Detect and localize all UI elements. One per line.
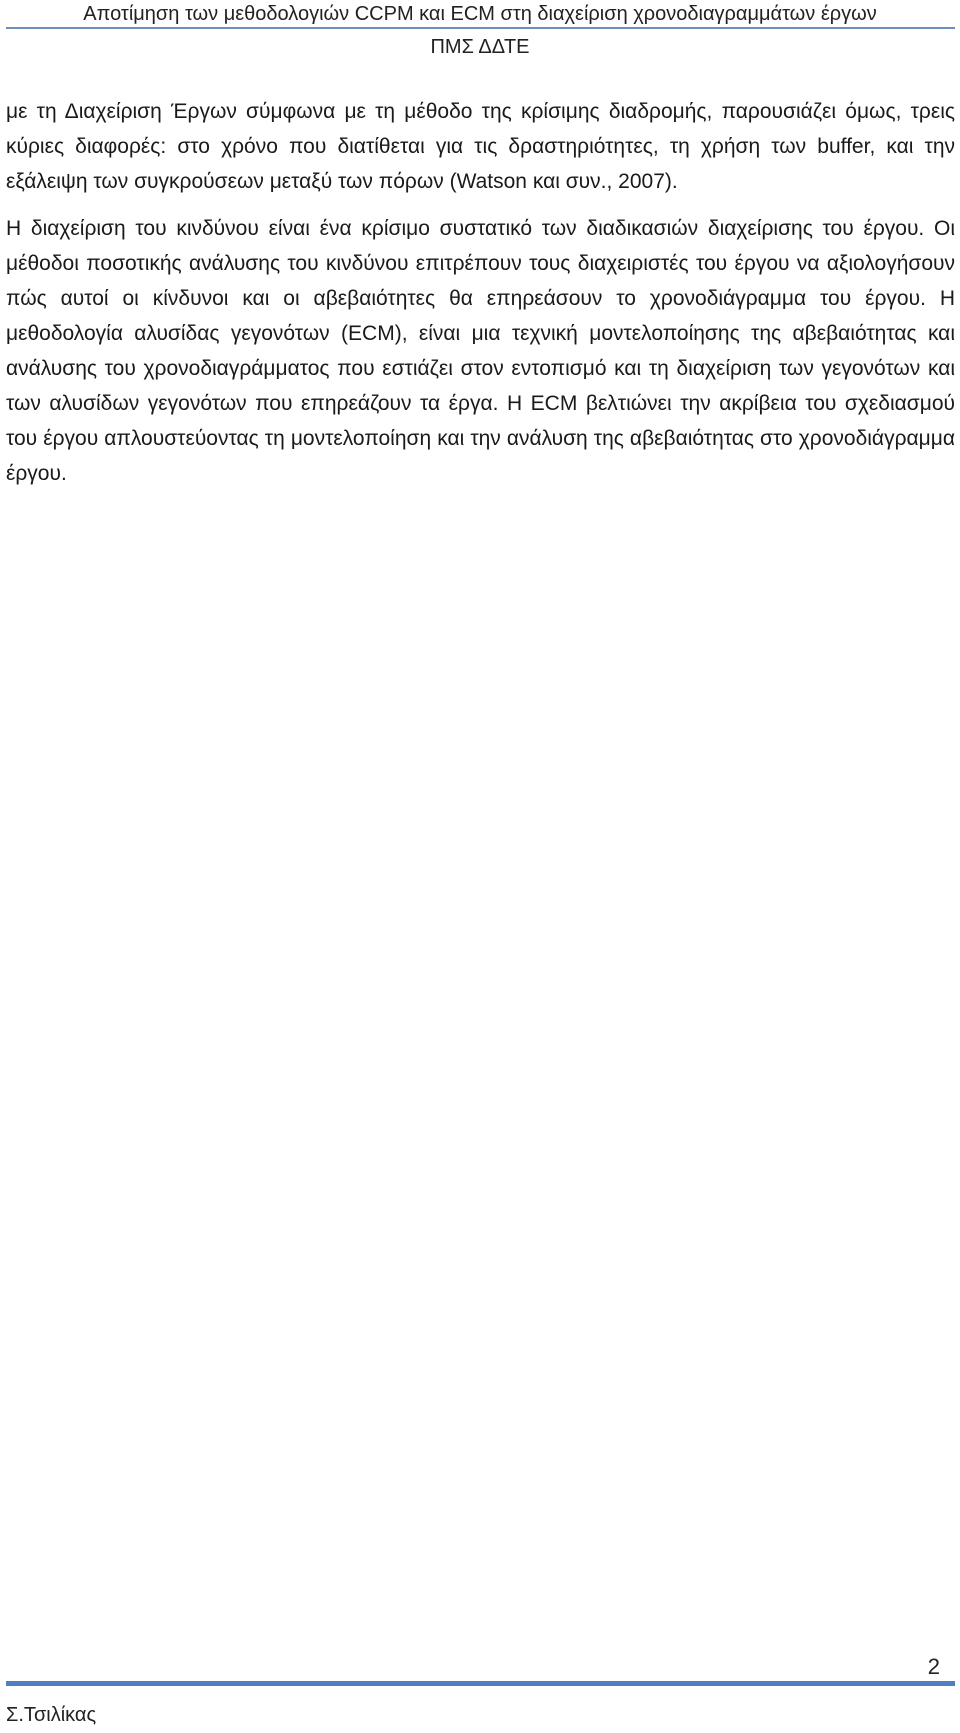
body-paragraph: με τη Διαχείριση Έργων σύμφωνα με τη μέθοδο της κρίσιμης διαδρομής, παρουσιάζει όμως, τρεις κύριες διαφορές: στο χρόνο που διατίθεται για τις δραστηριότητες, τη χρήση των buffer, και την εξάλειψη των συγκρούσεων μεταξύ των πόρων (Watson και συν., 2007). <box>6 100 955 193</box>
body-paragraph: Η διαχείριση του κινδύνου είναι ένα κρίσιμο συστατικό των διαδικασιών διαχείρισης του έργου. Οι μέθοδοι ποσοτικής ανάλυσης του κινδύνου επιτρέπουν τους διαχειριστές του έργου να αξιολογήσουν πώς αυτοί οι κίνδυνοι και οι αβεβαιότητες θα επηρεάσουν το χρονοδιάγραμμα του έργου. Η μεθοδολογία αλυσίδας γεγονότων (ECM), είναι μια τεχνική μοντελοποίησης της αβεβαιότητας και ανάλυσης του χρονοδιαγράμματος που εστιάζει στον εντοπισμό και τη διαχείριση των γεγονότων και των αλυσίδων γεγονότων που επηρεάζουν τα έργα. Η ECM βελτιώνει την ακρίβεια του σχεδιασμού του έργου απλουστεύοντας τη μοντελοποίηση και την ανάλυση της αβεβαιότητας στο χρονοδιάγραμμα έργου. <box>6 217 955 485</box>
header-divider <box>6 27 955 29</box>
page-number: 2 <box>927 1654 940 1679</box>
footer-divider <box>6 1681 955 1686</box>
page-footer <box>0 1653 960 1733</box>
footer-author: Σ.Τσιλίκας <box>6 1704 97 1726</box>
document-body <box>6 94 955 491</box>
header-title: Αποτίμηση των μεθοδολογιών CCPM και ECM στη διαχείριση χρονοδιαγραμμάτων έργων <box>83 3 877 25</box>
header-subtitle: ΠΜΣ ΔΔΤΕ <box>430 36 530 58</box>
